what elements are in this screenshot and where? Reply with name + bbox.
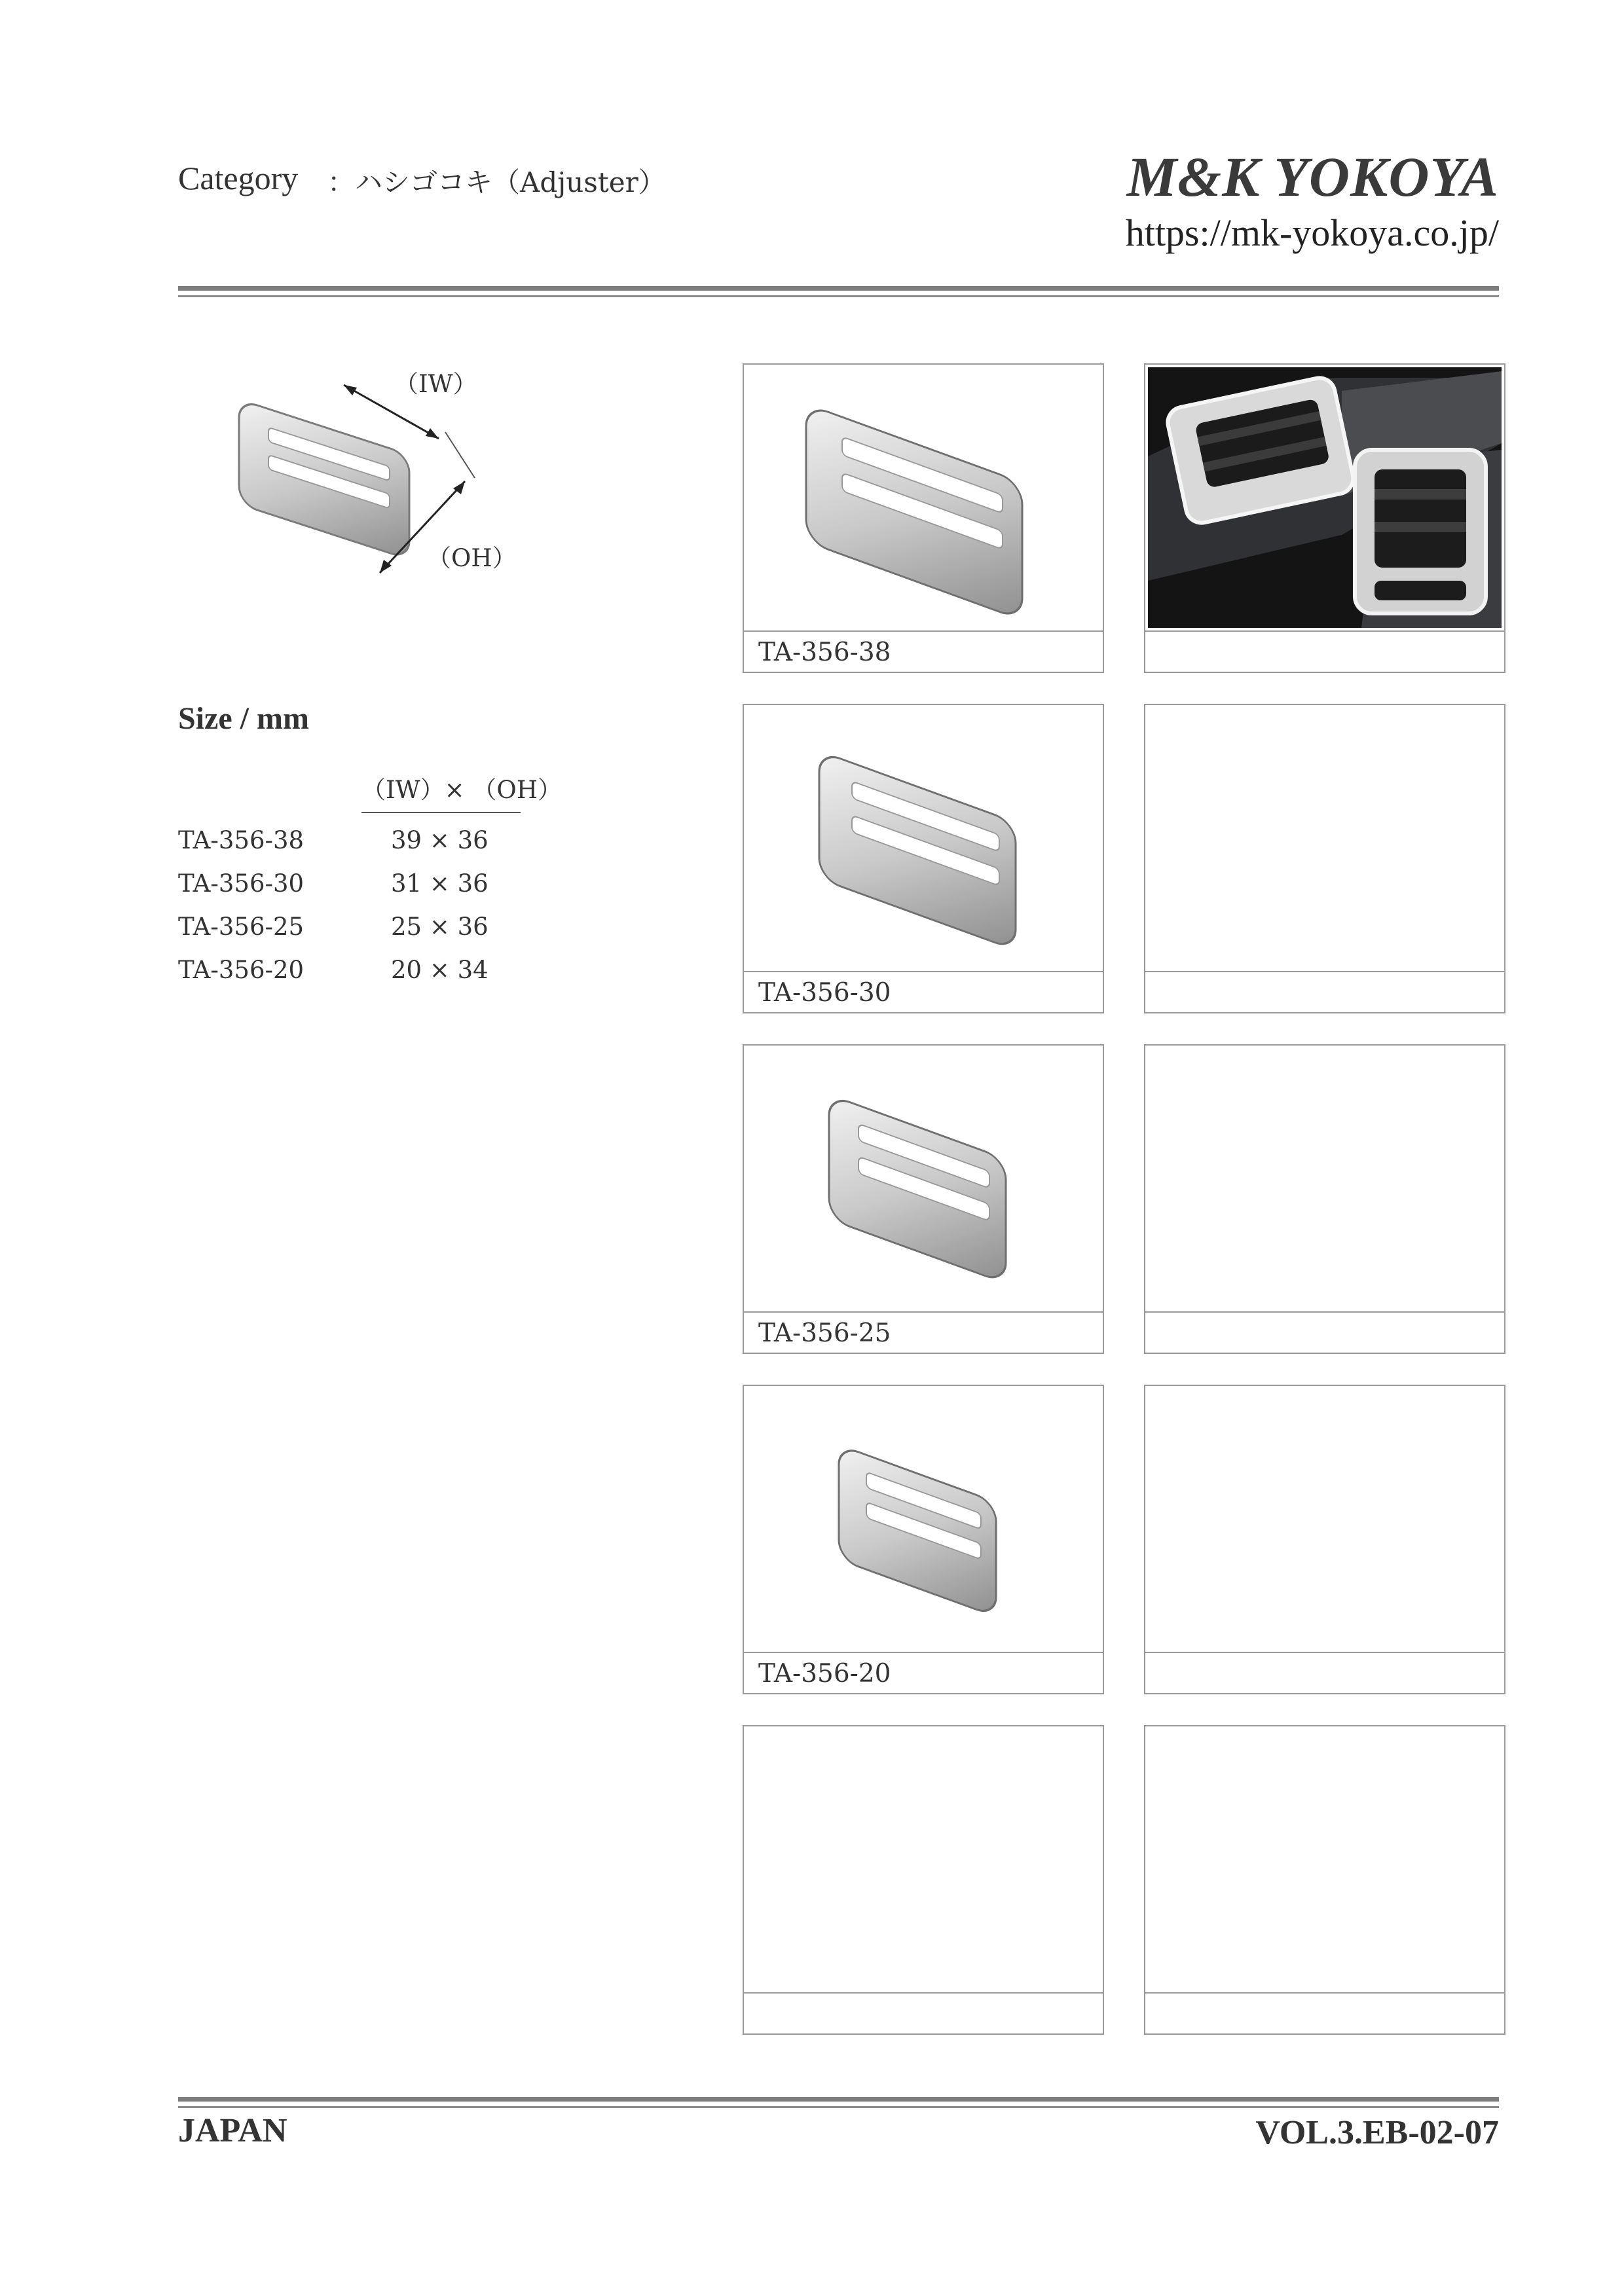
adjuster-30-image: [744, 705, 1103, 971]
product-cell-empty: [1144, 704, 1505, 1013]
usage-photo-cell[interactable]: [1144, 363, 1505, 673]
footer-country: JAPAN: [178, 2112, 287, 2149]
size-code: TA-356-20: [178, 956, 304, 984]
product-caption: [1145, 630, 1504, 672]
size-column-header: （IW）× （OH）: [361, 776, 563, 804]
website-url[interactable]: https://mk-yokoya.co.jp/: [1125, 211, 1499, 254]
usage-photo: [1145, 365, 1504, 630]
product-caption: TA-356-25: [744, 1311, 1103, 1353]
brand-logo: M&K YOKOYA: [1126, 145, 1499, 208]
category-label: Category: [178, 160, 299, 196]
category-value: ：ハシゴコキ（Adjuster）: [327, 166, 666, 198]
empty-image-area: [744, 1726, 1103, 1992]
adjuster-38-image: [744, 365, 1103, 630]
header-rule-thin: [178, 295, 1499, 297]
empty-image-area: [1145, 1046, 1504, 1311]
empty-image-area: [1145, 1386, 1504, 1652]
iw-label: （IW）: [394, 370, 477, 398]
product-cell-empty: [1144, 1725, 1505, 2035]
footer-rule-thin: [178, 2106, 1499, 2108]
product-caption: [1145, 1992, 1504, 2033]
product-cell-ta-356-30[interactable]: [743, 704, 1104, 1013]
size-dims: 39 × 36: [391, 826, 489, 854]
product-cell-empty: [743, 1725, 1104, 2035]
product-caption: [1145, 1652, 1504, 1693]
size-dims: 25 × 36: [391, 913, 489, 941]
product-cell-ta-356-25[interactable]: [743, 1044, 1104, 1354]
product-cell-ta-356-38[interactable]: [743, 363, 1104, 673]
footer-volume-code: VOL.3.EB-02-07: [1255, 2114, 1499, 2151]
product-caption: TA-356-30: [744, 971, 1103, 1012]
size-header-underline: [361, 812, 521, 813]
header-rule-thick: [178, 286, 1499, 291]
product-caption: [744, 1992, 1103, 2033]
product-caption: TA-356-38: [744, 630, 1103, 672]
product-caption: TA-356-20: [744, 1652, 1103, 1693]
size-dims: 20 × 34: [391, 956, 489, 984]
size-code: TA-356-25: [178, 913, 304, 941]
product-cell-empty: [1144, 1385, 1505, 1694]
oh-label: （OH）: [427, 544, 517, 572]
size-dims: 31 × 36: [391, 869, 489, 898]
empty-image-area: [1145, 1726, 1504, 1992]
size-code: TA-356-30: [178, 869, 304, 898]
footer-rule-thick: [178, 2097, 1499, 2102]
product-caption: [1145, 1311, 1504, 1353]
size-title: Size / mm: [178, 701, 309, 736]
product-cell-ta-356-20[interactable]: [743, 1385, 1104, 1694]
product-caption: [1145, 971, 1504, 1012]
product-cell-empty: [1144, 1044, 1505, 1354]
adjuster-20-image: [744, 1386, 1103, 1652]
size-code: TA-356-38: [178, 826, 304, 854]
empty-image-area: [1145, 705, 1504, 971]
adjuster-25-image: [744, 1046, 1103, 1311]
